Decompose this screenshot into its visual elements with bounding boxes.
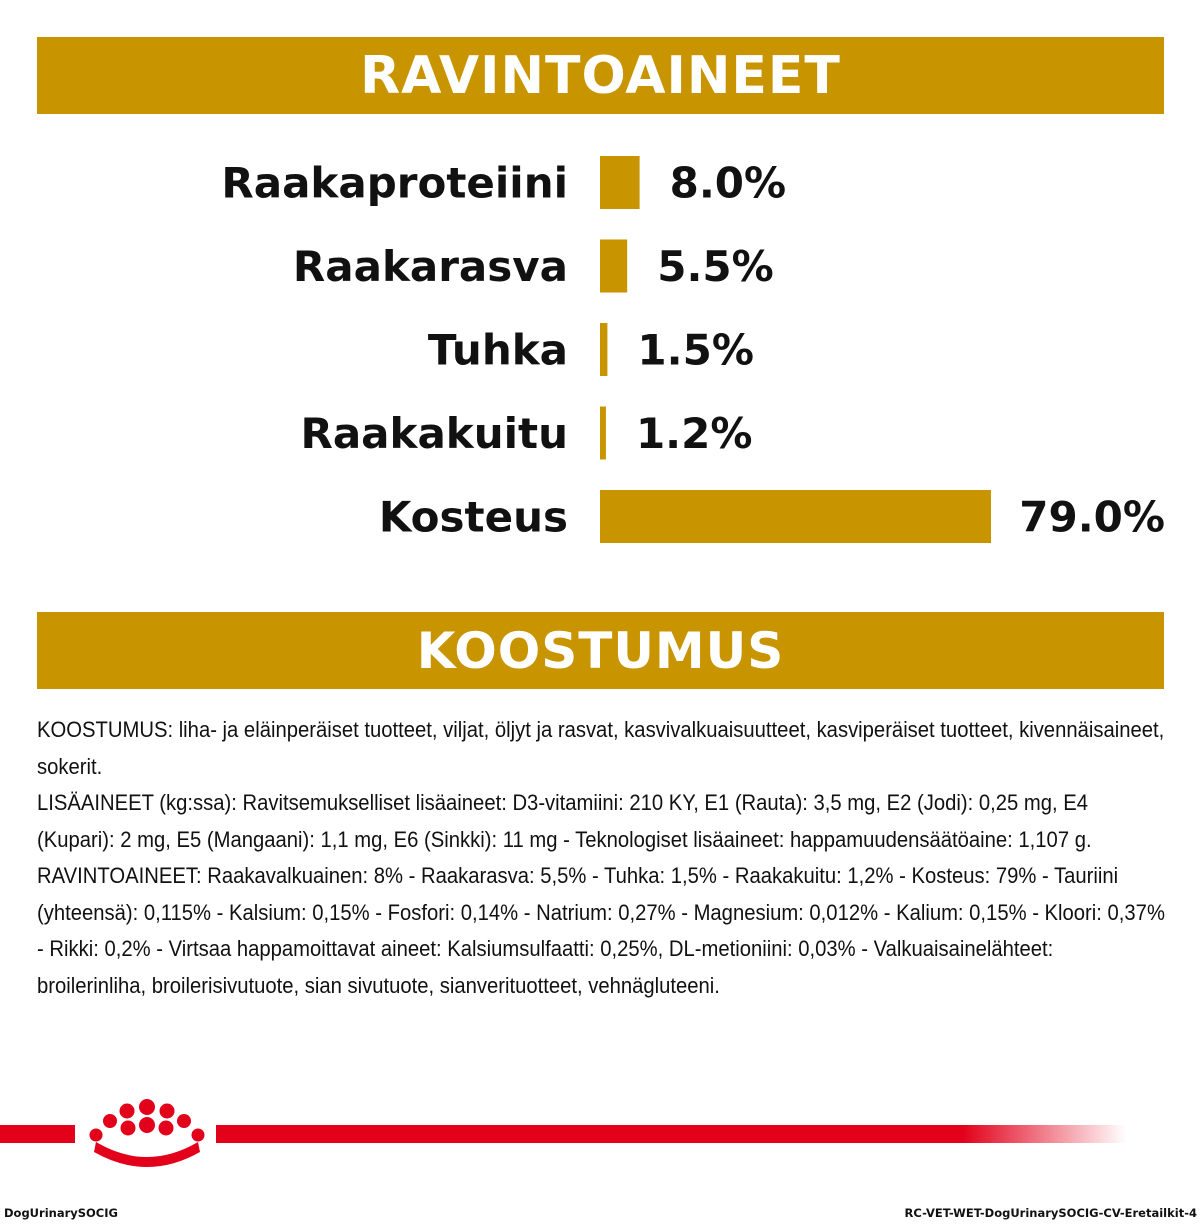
value-label: 1.5% xyxy=(637,325,754,375)
value-label: 5.5% xyxy=(657,242,774,291)
category-label: Raakakuitu xyxy=(300,409,568,458)
footer-document-code: RC-VET-WET-DogUrinarySOCIG-CV-Eretailkit-4 xyxy=(904,1206,1197,1220)
composition-paragraph-ingredients: KOOSTUMUS: liha- ja eläinperäiset tuotteet, viljat, öljyt ja rasvat, kasvivalkuaisuutteet, kasviperäiset tuotteet, kivennäisaineet, sokerit. xyxy=(37,717,1165,779)
composition-title: KOOSTUMUS xyxy=(416,621,785,680)
composition-banner xyxy=(37,612,1164,689)
category-label: Raakaproteiini xyxy=(221,158,568,208)
bar-raakakuitu xyxy=(600,407,606,460)
value-label: 79.0% xyxy=(1019,492,1165,542)
brand-line-right xyxy=(216,1125,1126,1143)
brand-line-left xyxy=(0,1125,75,1143)
value-label: 8.0% xyxy=(669,158,787,208)
composition-paragraph-additives: LISÄAINEET (kg:ssa): Ravitsemukselliset lisäaineet: D3-vitamiini: 210 KY, E1 (Rauta): 3,5 mg, E2 (Jodi): 0,25 mg, E4 (Kupari): 2 mg, E5 (Mangaani): 1,1 mg, E6 (Sinkki): 11 mg - Teknologiset lisäaineet: happamuudensäätöaine: 1,107 g. xyxy=(37,790,1092,852)
bar-raakarasva xyxy=(600,240,627,293)
bar-tuhka xyxy=(600,323,607,376)
bar-raakaproteiini xyxy=(600,156,640,209)
footer-product-code: DogUrinarySOCIG xyxy=(4,1206,118,1220)
composition-paragraph-nutrients: RAVINTOAINEET: Raakavalkuainen: 8% - Raakarasva: 5,5% - Tuhka: 1,5% - Raakakuitu: 1,2% - Kosteus: 79% - Tauriini (yhteensä): 0,115% - Kalsium: 0,15% - Fosfori: 0,14% - Natrium: 0,27% - Magnesium: 0,012% - Kalium: 0,15% - Kloori: 0,37% - Rikki: 0,2% - Virtsaa happamoittavat aineet: Kalsiumsulfaatti: 0,25%, DL-metioniini: 0,03% - Valkuaisainelähteet: broilerinliha, broilerisivutuote, sian sivutuote, sianverituotteet, vehnägluteeni. xyxy=(37,863,1165,998)
category-label: Tuhka xyxy=(427,325,568,375)
nutrients-banner xyxy=(37,37,1164,114)
bar-kosteus xyxy=(600,490,991,543)
nutrient-bar-chart xyxy=(0,130,1200,580)
category-label: Raakarasva xyxy=(292,242,568,291)
composition-text xyxy=(37,712,1167,1004)
value-label: 1.2% xyxy=(635,409,753,458)
royal-canin-crown-logo xyxy=(90,1099,205,1167)
brand-band xyxy=(0,1090,1200,1170)
category-label: Kosteus xyxy=(378,492,568,542)
nutrients-title: RAVINTOAINEET xyxy=(360,45,841,106)
